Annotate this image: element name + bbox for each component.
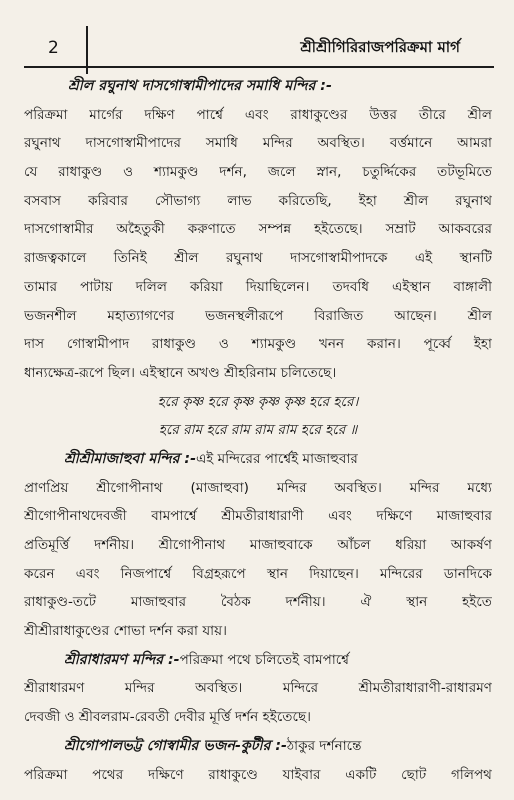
text-line: প্রতিমূর্ত্তি দর্শনীয়। শ্রীগোপীনাথ মাজাহুবাকে আঁচল ধরিয়া আকর্ষণ bbox=[24, 537, 492, 553]
section-heading: শ্রীল রঘুনাথ দাসগোস্বামীপাদের সমাধি মন্দির :- bbox=[68, 78, 332, 94]
text-line: প্রাণপ্রিয় শ্রীগোপীনাথ (মাজাহুবা) মন্দির অবস্থিত। মন্দির মধ্যে bbox=[24, 479, 492, 496]
section-heading: শ্রীগোপালভট্ট গোস্বামীর ভজন-কুটীর :- bbox=[64, 737, 287, 754]
page-body bbox=[24, 72, 492, 789]
text-line: রাধাকুণ্ড-তটে মাজাহুবার বৈঠক দর্শনীয়। ঐ স্থান হইতে bbox=[24, 594, 492, 611]
text-line: শ্রীরাধারমণ মন্দির অবস্থিত। মন্দিরে শ্রীমতীরাধারাণী-রাধারমণ bbox=[24, 680, 492, 697]
section-line bbox=[24, 445, 492, 474]
text-line: দাসগোস্বামীর অহৈতুকী করুণাতে সম্পন্ন হইতেছে। সম্রাট আকবরের bbox=[24, 221, 492, 238]
text-line: রাজত্বকালে তিনিই শ্রীল রঘুনাথ দাসগোস্বামীপাদকে এই স্থানটি bbox=[24, 250, 492, 267]
text-line: করেন এবং নিজপার্শ্বে বিগ্রহরূপে স্থান দিয়াছেন। মন্দিরের ডানদিকে bbox=[24, 565, 492, 582]
section-text: ঠাকুর দর্শনান্তে bbox=[286, 737, 362, 754]
text-line: দেবজী ও শ্রীবলরাম-রেবতী দেবীর মূর্ত্তি দর্শন হইতেছে। bbox=[24, 709, 312, 726]
text-line: শ্রীগোপীনাথদেবজী বামপার্শ্বে শ্রীমতীরাধারাণী এবং দক্ষিণে মাজাহুবার bbox=[24, 508, 492, 525]
text-line: তামার পাটায় দলিল করিয়া দিয়াছিলেন। তদবধি এইস্থান বাঙ্গালী bbox=[24, 278, 492, 295]
text-line: পরিক্রমা পথের দক্ষিণে রাধাকুণ্ডে যাইবার একটি ছোট গলিপথ bbox=[24, 766, 492, 783]
section-line bbox=[24, 732, 492, 761]
mantra-line: হরে কৃষ্ণ হরে কৃষ্ণ কৃষ্ণ কৃষ্ণ হরে হরে। bbox=[157, 393, 359, 410]
text-line: পরিক্রমা মার্গের দক্ষিণ পার্শ্বে এবং রাধাকুণ্ডের উত্তর তীরে শ্রীল bbox=[24, 106, 492, 123]
running-title: শ্রীশ্রীগিরিরাজপরিক্রমা মার্গ bbox=[300, 38, 460, 56]
running-header bbox=[0, 26, 514, 66]
text-line: রঘুনাথ দাসগোস্বামীপাদের সমাধি মন্দির অবস্থিত। বর্ত্তমানে আমরা bbox=[24, 135, 492, 152]
text-line: ধান্যক্ষেত্র-রূপে ছিল। এইস্থানে অখণ্ড শ্রীহরিনাম চলিতেছে। bbox=[24, 364, 337, 381]
text-line: বসবাস করিবার সৌভাগ্য লাভ করিতেছি, ইহা শ্রীল রঘুনাথ bbox=[24, 192, 492, 209]
text-line: শ্রীশ্রীরাধাকুণ্ডের শোভা দর্শন করা যায়। bbox=[24, 623, 227, 640]
text-line: দাস গোস্বামীপাদ রাধাকুণ্ড ও শ্যামকুণ্ড খনন করান। পূর্ব্বে ইহা bbox=[24, 336, 492, 353]
section-text: এই মন্দিরের পার্শ্বেই মাজাহুবার bbox=[195, 450, 358, 467]
section-heading-line bbox=[24, 72, 492, 101]
text-line: ভজনশীল মহাত্যাগণের ভজনস্থলীরূপে বিরাজিত আছেন। শ্রীল bbox=[24, 307, 492, 324]
page-number: 2 bbox=[48, 38, 59, 58]
text-line: যে রাধাকুণ্ড ও শ্যামকুণ্ড দর্শন, জলে স্নান, চতুর্দ্দিকের তটভূমিতে bbox=[24, 164, 492, 181]
section-heading: শ্রীশ্রীমাজাহুবা মন্দির :- bbox=[64, 450, 196, 467]
section-heading: শ্রীরাধারমণ মন্দির :- bbox=[64, 651, 180, 668]
header-rule bbox=[24, 66, 494, 68]
section-line bbox=[24, 646, 492, 675]
section-text: পরিক্রমা পথে চলিতেই বামপার্শ্বে bbox=[179, 651, 350, 668]
mantra-line: হরে রাম হরে রাম রাম রাম হরে হরে ॥ bbox=[158, 422, 358, 439]
